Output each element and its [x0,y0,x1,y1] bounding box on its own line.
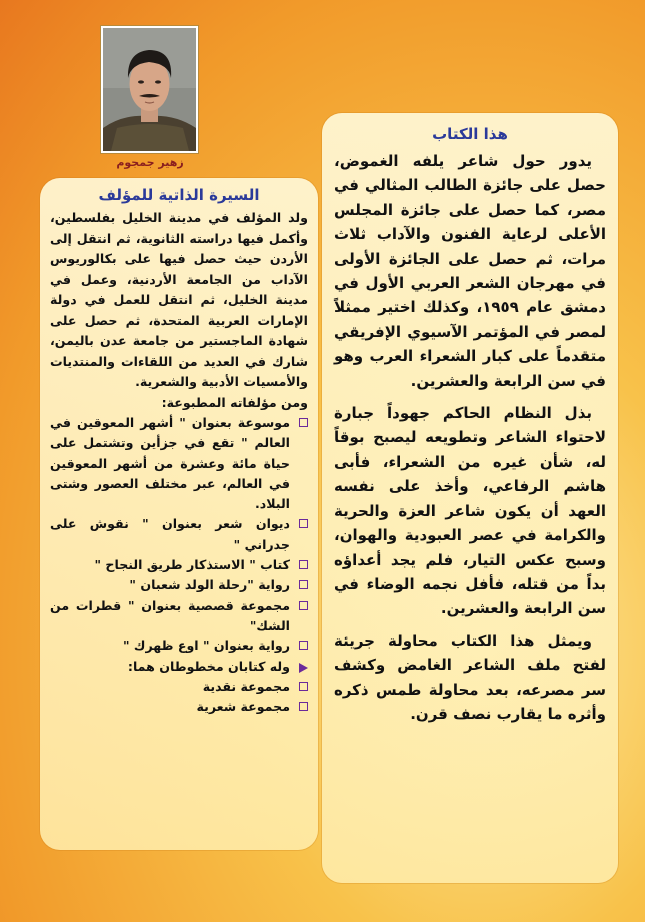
square-bullet-icon [299,418,308,427]
works-list-item: مجموعة شعرية [50,697,308,717]
author-name-caption: زهير جمجوم [116,156,184,169]
works-list-item: وله كتابان مخطوطان هما: [50,657,308,677]
square-bullet-icon [299,601,308,610]
author-portrait-image [103,28,196,151]
works-list-item: كتاب " الاستذكار طريق النجاح " [50,555,308,575]
square-bullet-icon [299,519,308,528]
about-book-panel [322,113,618,883]
square-bullet-icon [299,580,308,589]
works-list-item: مجموعة نقدية [50,677,308,697]
works-list-item: مجموعة قصصية بعنوان " قطرات من الشك" [50,596,308,637]
square-bullet-icon [299,682,308,691]
works-list-item: موسوعة بعنوان " أشهر المعوقين في العالم " تقع في جزأين وتشتمل على حياة مائة وعشرة من أشهر المعوقين في العالم، عبر مختلف العصور وشتى البلاد. [50,413,308,514]
works-list-item: رواية بعنوان " اوع ظهرك " [50,636,308,656]
author-bio-text: ولد المؤلف في مدينة الخليل بفلسطين، وأكمل فيها دراسته الثانوية، ثم انتقل إلى الأردن حيث حصل فيها على بكالوريوس الآداب من الجامعة الأردنية، وعمل في مدينة الخليل، ثم انتقل للعمل في دولة الإمارات العربية المتحدة، ثم حصل على شهادة الماجستير من جامعة عدن باليمن، شارك في العديد من اللقاءات والمنتديات والأمسيات الأدبية والشعرية. [50,210,308,389]
about-book-paragraph-1: يدور حول شاعر يلفه الغموض، حصل على جائزة الطالب المثالي في مصر، كما حصل على جائزة المجلس الأعلى لرعاية الفنون والآداب ثلاث مرات، ثم حصل على الجائزة الأولى في مهرجان الشعر العربي الأول في دمشق عام ١٩٥٩، وكذلك اختير ممثلاً لمصر في المؤتمر الآسيوي الإفريقي متقدماً على كبار الشعراء العرب وهو في سن الرابعة والعشرين. [334,152,607,390]
square-bullet-icon [299,702,308,711]
about-book-title: هذا الكتاب [432,125,508,143]
author-bio-title: السيرة الذاتية للمؤلف [98,186,260,204]
works-heading: ومن مؤلفاته المطبوعة: [161,394,308,410]
arrow-bullet-icon [299,663,308,673]
author-photo [101,26,198,153]
about-book-paragraph-2: بذل النظام الحاكم جهوداً جبارة لاحتواء الشاعر وتطويعه ليصبح بوقاً له، شأن غيره من الشعراء، فأبى هاشم الرفاعي، وأخذ على نفسه العهد أن يكون شاعر العزة والحرية والكرامة في عصر العبودية والهوان، وسبح عكس التيار، فلم يجد أعداؤه بداً من قتله، فأفل نجمه الوضاء في سن الرابعة والعشرين. [334,404,606,618]
author-bio-panel [40,178,318,850]
works-list [50,413,308,717]
works-list-item: ديوان شعر بعنوان " نقوش على جدراني " [50,514,308,555]
square-bullet-icon [299,560,308,569]
square-bullet-icon [299,641,308,650]
about-book-paragraph-3: ويمثل هذا الكتاب محاولة جريئة لفتح ملف الشاعر الغامض وكشف سر مصرعه، بعد محاولة طمس ذكره وأثره ما يقارب نصف قرن. [334,631,606,723]
works-list-item: رواية "رحلة الولد شعبان " [50,575,308,595]
